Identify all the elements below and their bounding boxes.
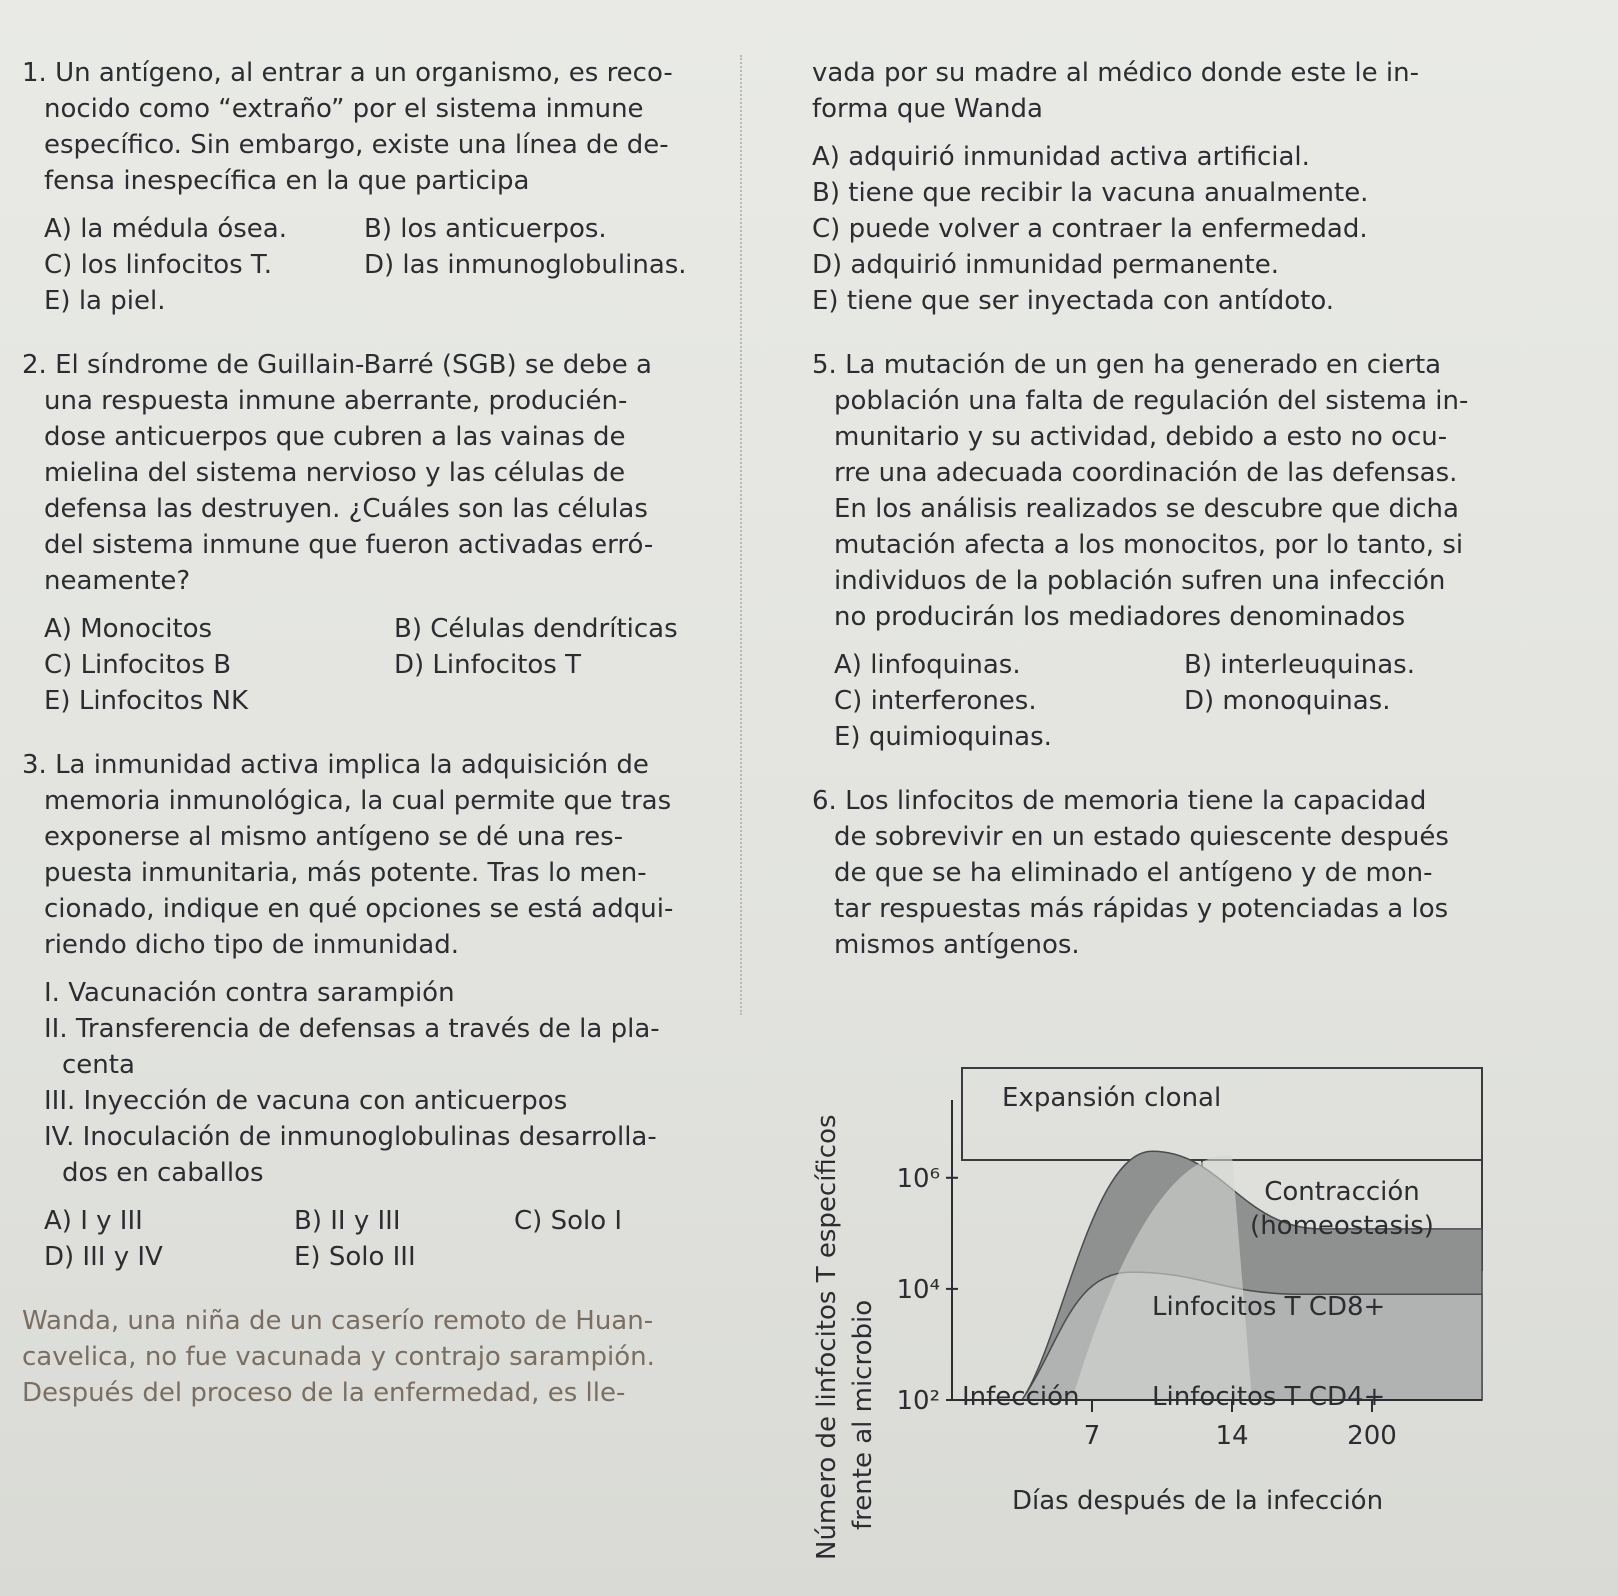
x-axis-label: Días después de la infección [1012,1486,1384,1516]
question-5-line: munitario y su actividad, debido a esto no ocu- [834,422,1448,452]
question-2-options-row [22,647,727,683]
question-4-line: vada por su madre al médico donde este le in- [812,58,1419,88]
y-axis-label-line1: Número de linfocitos T específicos [812,1114,842,1560]
question-1 [22,55,727,319]
question-4 [812,55,1512,319]
phase-label-contraction: Contracción (homeostasis) [1250,1177,1434,1241]
question-5-line: mutación afecta a los monocitos, por lo tanto, si [834,530,1464,560]
question-3 [22,747,727,1275]
statement-ii-cont: centa [62,1050,135,1080]
option-d[interactable]: D) adquirió inmunidad permanente. [812,250,1279,280]
question-3-options-row [22,1239,727,1275]
question-3-line: 3. La inmunidad activa implica la adquisición de [22,750,649,780]
question-5-options-row [812,719,1512,755]
question-1-options-row [22,283,727,319]
x-tick-label: 7 [1083,1421,1101,1451]
question-2-line: una respuesta inmune aberrante, producién- [44,386,628,416]
option-c[interactable]: C) Linfocitos B [44,650,232,680]
question-6 [812,783,1512,963]
y-axis-label-line2: frente al microbio [848,1299,878,1530]
statement-i: I. Vacunación contra sarampión [44,978,455,1008]
option-c[interactable]: C) interferones. [834,686,1037,716]
question-4-line: Wanda, una niña de un caserío remoto de Huan- [22,1306,654,1336]
question-6-line: mismos antígenos. [834,930,1080,960]
right-column [812,55,1512,963]
question-2-options [22,611,727,647]
option-e[interactable]: E) tiene que ser inyectada con antídoto. [812,286,1335,316]
question-6-line: 6. Los linfocitos de memoria tiene la capacidad [812,786,1427,816]
question-5-options-row [812,683,1512,719]
option-b[interactable]: B) los anticuerpos. [364,214,607,244]
option-a[interactable]: A) adquirió inmunidad activa artificial. [812,142,1310,172]
option-d[interactable]: D) las inmunoglobulinas. [364,250,687,280]
y-tick-label: 10⁴ [896,1274,940,1305]
statement-iv-cont: dos en caballos [62,1158,264,1188]
legend-cd4: Linfocitos T CD4+ [1152,1382,1386,1412]
statement-iii: III. Inyección de vacuna con anticuerpos [44,1086,568,1116]
question-3-line: riendo dicho tipo de inmunidad. [44,930,460,960]
x-tick-label: 14 [1215,1421,1249,1451]
question-1-line: 1. Un antígeno, al entrar a un organismo, es reco- [22,58,673,88]
option-c[interactable]: C) los linfocitos T. [44,250,272,280]
question-2-options-row [22,683,727,719]
question-5 [812,347,1512,755]
t-cell-response-chart [812,1040,1572,1596]
option-b[interactable]: B) II y III [294,1206,401,1236]
question-5-line: 5. La mutación de un gen ha generado en cierta [812,350,1442,380]
option-d[interactable]: D) Linfocitos T [394,650,581,680]
question-5-options [812,647,1512,683]
question-2-line: 2. El síndrome de Guillain-Barré (SGB) se debe a [22,350,652,380]
y-tick-label: 10² [896,1386,940,1416]
question-2-line: dose anticuerpos que cubren a las vainas de [44,422,626,452]
option-e[interactable]: E) la piel. [44,286,166,316]
question-5-line: no producirán los mediadores denominados [834,602,1406,632]
statement-ii: II. Transferencia de defensas a través de la pla- [44,1014,660,1044]
expansion-box [962,1068,1482,1160]
question-3-line: puesta inmunitaria, más potente. Tras lo men- [44,858,647,888]
question-5-line: individuos de la población sufren una infección [834,566,1446,596]
option-b[interactable]: B) tiene que recibir la vacuna anualmente. [812,178,1369,208]
question-2-line: del sistema inmune que fueron activadas erró- [44,530,654,560]
question-4-line: cavelica, no fue vacunada y contrajo sarampión. [22,1342,655,1372]
option-e[interactable]: E) Linfocitos NK [44,686,249,716]
option-b[interactable]: B) Células dendríticas [394,614,678,644]
question-3-line: memoria inmunológica, la cual permite que tras [44,786,672,816]
question-6-line: tar respuestas más rápidas y potenciadas a los [834,894,1449,924]
option-b[interactable]: B) interleuquinas. [1184,650,1415,680]
infection-label: Infección [962,1382,1080,1412]
question-4-line: Después del proceso de la enfermedad, es lle- [22,1378,626,1408]
question-3-line: exponerse al mismo antígeno se dé una res- [44,822,624,852]
phase-label-expansion: Expansión clonal [1002,1083,1222,1113]
question-5-line: rre una adecuada coordinación de las defensas. [834,458,1458,488]
question-1-line: específico. Sin embargo, existe una línea de de- [44,130,669,160]
option-c[interactable]: C) puede volver a contraer la enfermedad. [812,214,1368,244]
legend-cd8: Linfocitos T CD8+ [1152,1292,1386,1322]
column-divider [740,55,742,1015]
question-2-line: defensa las destruyen. ¿Cuáles son las células [44,494,648,524]
question-4-intro [22,1303,727,1411]
x-tick-label: 200 [1347,1421,1397,1451]
option-d[interactable]: D) monoquinas. [1184,686,1391,716]
left-column [22,55,727,1411]
question-6-line: de sobrevivir en un estado quiescente después [834,822,1449,852]
question-5-line: En los análisis realizados se descubre que dicha [834,494,1459,524]
option-d[interactable]: D) III y IV [44,1242,163,1272]
option-a[interactable]: A) I y III [44,1206,143,1236]
question-3-line: cionado, indique en qué opciones se está adqui- [44,894,674,924]
y-tick-label: 10⁶ [896,1163,940,1194]
option-e[interactable]: E) quimioquinas. [834,722,1052,752]
question-1-line: fensa inespecífica en la que participa [44,166,530,196]
statement-iv: IV. Inoculación de inmunoglobulinas desarrolla- [44,1122,657,1152]
question-6-line: de que se ha eliminado el antígeno y de mon- [834,858,1433,888]
question-1-options-row [22,247,727,283]
question-5-line: población una falta de regulación del sistema in- [834,386,1469,416]
question-1-line: nocido como “extraño” por el sistema inmune [44,94,644,124]
option-a[interactable]: A) linfoquinas. [834,650,1021,680]
question-2-line: mielina del sistema nervioso y las células de [44,458,626,488]
question-2 [22,347,727,719]
option-c[interactable]: C) Solo I [514,1206,623,1236]
question-3-options [22,1203,727,1239]
question-1-options [22,211,727,247]
question-2-line: neamente? [44,566,191,596]
option-a[interactable]: A) la médula ósea. [44,214,287,244]
option-e[interactable]: E) Solo III [294,1242,416,1272]
option-a[interactable]: A) Monocitos [44,614,213,644]
question-4-line: forma que Wanda [812,94,1043,124]
